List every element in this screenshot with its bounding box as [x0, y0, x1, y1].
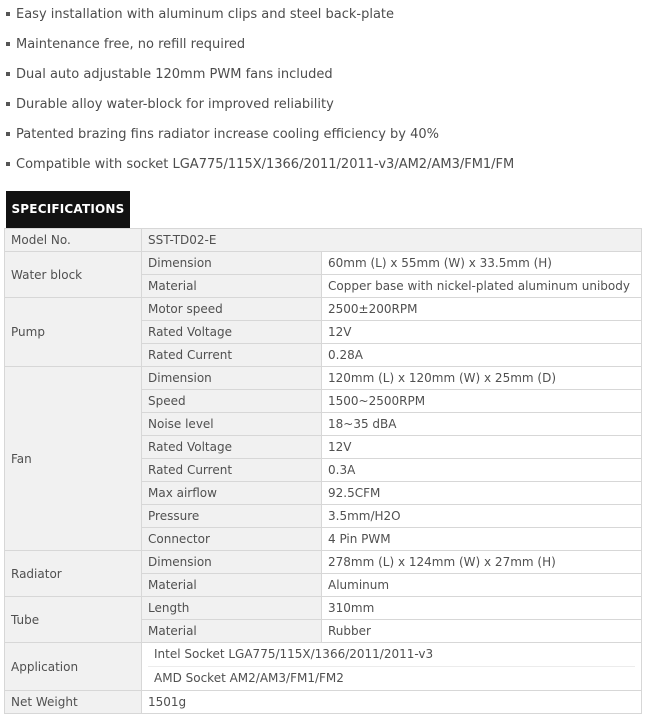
bullet-icon — [6, 162, 10, 166]
spec-value: 12V — [322, 436, 642, 459]
feature-item — [6, 35, 245, 55]
feature-text: Compatible with socket LGA775/115X/1366/2011/2011-v3/AM2/AM3/FM1/FM — [16, 157, 515, 172]
spec-key: Dimension — [142, 551, 322, 574]
bullet-icon — [6, 72, 10, 76]
spec-key: Connector — [142, 528, 322, 551]
spec-value: 18~35 dBA — [322, 413, 642, 436]
table-row — [5, 298, 642, 321]
category-fan: Fan — [5, 367, 142, 551]
spec-key: Material — [142, 620, 322, 643]
feature-item — [6, 95, 334, 115]
bullet-icon — [6, 42, 10, 46]
specifications-table — [4, 228, 642, 714]
feature-text: Easy installation with aluminum clips and steel back-plate — [16, 7, 395, 22]
spec-value: Aluminum — [322, 574, 642, 597]
spec-value: 3.5mm/H2O — [322, 505, 642, 528]
spec-key: Material — [142, 275, 322, 298]
spec-key: Rated Voltage — [142, 436, 322, 459]
feature-item — [6, 125, 439, 145]
spec-key: Rated Current — [142, 344, 322, 367]
spec-key: Length — [142, 597, 322, 620]
spec-key: Speed — [142, 390, 322, 413]
spec-value: 1500~2500RPM — [322, 390, 642, 413]
spec-value: 2500±200RPM — [322, 298, 642, 321]
spec-key: Rated Current — [142, 459, 322, 482]
feature-item — [6, 5, 394, 25]
spec-key: Dimension — [142, 252, 322, 275]
spec-key: Pressure — [142, 505, 322, 528]
table-row — [5, 691, 642, 714]
table-row — [5, 252, 642, 275]
tab-specifications[interactable]: SPECIFICATIONS — [6, 191, 130, 228]
feature-text: Durable alloy water-block for improved reliability — [16, 97, 334, 112]
feature-item — [6, 155, 514, 175]
application-line: Intel Socket LGA775/115X/1366/2011/2011-v3 — [154, 647, 434, 661]
table-row — [5, 597, 642, 620]
spec-value: Copper base with nickel-plated aluminum unibody — [322, 275, 642, 298]
model-label: Model No. — [5, 229, 142, 252]
application-value — [142, 643, 642, 691]
category-water-block: Water block — [5, 252, 142, 298]
table-row — [5, 551, 642, 574]
spec-key: Material — [142, 574, 322, 597]
bullet-icon — [6, 102, 10, 106]
spec-value: 12V — [322, 321, 642, 344]
spec-value: 0.3A — [322, 459, 642, 482]
spec-value: Rubber — [322, 620, 642, 643]
application-line: AMD Socket AM2/AM3/FM1/FM2 — [148, 666, 635, 690]
feature-text: Maintenance free, no refill required — [16, 37, 246, 52]
spec-value: 60mm (L) x 55mm (W) x 33.5mm (H) — [322, 252, 642, 275]
spec-key: Dimension — [142, 367, 322, 390]
table-row — [5, 367, 642, 390]
model-value: SST-TD02-E — [142, 229, 642, 252]
table-row — [5, 229, 642, 252]
spec-value: 92.5CFM — [322, 482, 642, 505]
feature-text: Patented brazing fins radiator increase cooling efficiency by 40% — [16, 127, 439, 142]
spec-key: Motor speed — [142, 298, 322, 321]
net-weight-label: Net Weight — [5, 691, 142, 714]
table-row — [5, 643, 642, 691]
feature-text: Dual auto adjustable 120mm PWM fans included — [16, 67, 333, 82]
spec-key: Rated Voltage — [142, 321, 322, 344]
feature-item — [6, 65, 333, 85]
category-tube: Tube — [5, 597, 142, 643]
spec-key: Noise level — [142, 413, 322, 436]
net-weight-value: 1501g — [142, 691, 642, 714]
category-radiator: Radiator — [5, 551, 142, 597]
category-pump: Pump — [5, 298, 142, 367]
bullet-icon — [6, 12, 10, 16]
spec-value: 310mm — [322, 597, 642, 620]
spec-value: 278mm (L) x 124mm (W) x 27mm (H) — [322, 551, 642, 574]
category-application: Application — [5, 643, 142, 691]
spec-value: 120mm (L) x 120mm (W) x 25mm (D) — [322, 367, 642, 390]
bullet-icon — [6, 132, 10, 136]
spec-value: 4 Pin PWM — [322, 528, 642, 551]
spec-value: 0.28A — [322, 344, 642, 367]
spec-key: Max airflow — [142, 482, 322, 505]
